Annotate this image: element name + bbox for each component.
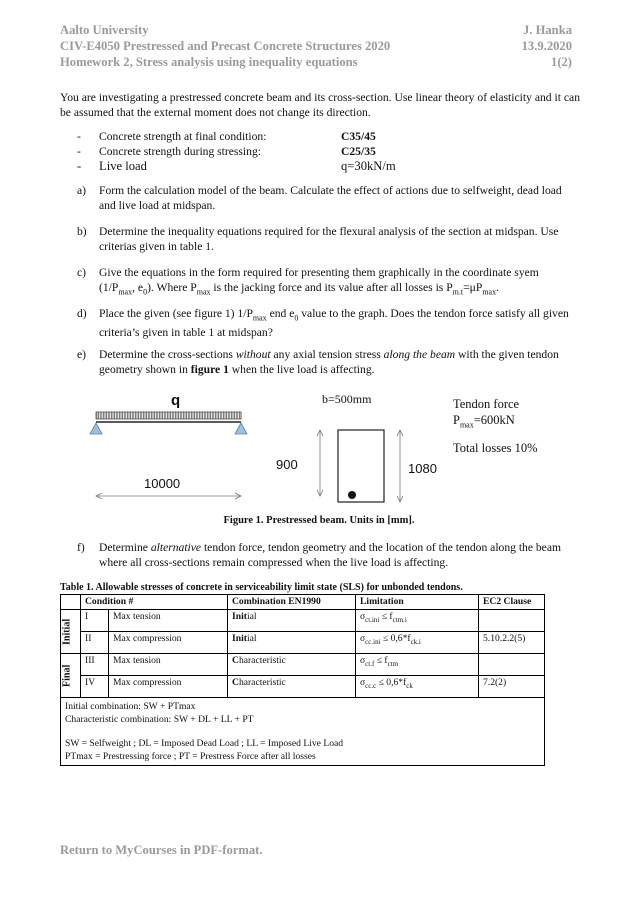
spec-value: C25/35 <box>341 145 376 158</box>
task-label: c) <box>77 266 87 279</box>
spec-live-load <box>77 159 577 175</box>
spec-dash: - <box>77 130 81 143</box>
spec-dash: - <box>77 159 82 173</box>
header-university: Aalto University <box>60 23 149 37</box>
task-label: b) <box>77 225 87 238</box>
sls-table <box>60 594 545 766</box>
task-e <box>77 348 577 377</box>
table-header: Combination EN1990 <box>228 595 356 610</box>
load-label: q <box>171 392 181 409</box>
row-num: II <box>81 632 109 654</box>
losses-label: Total losses 10% <box>453 441 538 455</box>
task-text: Determine the inequality equations required for the flexural analysis of the section at midspan. Use criterias given in table 1. <box>99 225 559 253</box>
row-clause <box>479 654 545 676</box>
row-condition: Max compression <box>109 632 228 654</box>
spec-name: Concrete strength at final condition: <box>99 130 267 143</box>
table-header-row <box>61 595 545 610</box>
header-homework: Homework 2, Stress analysis using inequality equations <box>60 55 358 69</box>
spec-dash: - <box>77 145 81 158</box>
task-text: Place the given (see figure 1) $1/P_{max}$ end $e_0$ value to the graph. Does the tendon force satisfy all given criteria’s given in table 1 at midspan? <box>99 307 569 339</box>
tendon-point <box>348 491 356 499</box>
row-condition: Max tension <box>109 610 228 632</box>
group-final: Final <box>61 654 81 698</box>
task-a <box>77 184 577 213</box>
depth-label: 1080 <box>408 461 437 476</box>
row-limitation: $\sigma_{ct.f} \le f_{ctm}$ <box>356 654 479 676</box>
cross-section-outline <box>338 430 384 502</box>
task-text: Determine the cross-sections without any axial tension stress along the beam with the given tendon geometry shown in figure 1 when the live load is affecting. <box>99 348 559 376</box>
figure-caption: Figure 1. Prestressed beam. Units in [mm]. <box>223 515 415 526</box>
row-clause <box>479 610 545 632</box>
spec-name: Concrete strength during stressing: <box>99 145 261 158</box>
table-header: Limitation <box>356 595 479 610</box>
task-label: e) <box>77 348 87 361</box>
header-author: J. Hanka <box>523 23 572 37</box>
row-condition: Max compression <box>109 676 228 698</box>
row-num: III <box>81 654 109 676</box>
footer-instruction: Return to MyCourses in PDF-format. <box>60 843 263 857</box>
table-notes <box>61 698 545 766</box>
row-clause: 7.2(2) <box>479 676 545 698</box>
table-header-blank <box>61 595 81 610</box>
task-label: a) <box>77 184 87 197</box>
spec-value: C35/45 <box>341 130 376 143</box>
row-clause: 5.10.2.2(5) <box>479 632 545 654</box>
header-page: 1(2) <box>551 55 572 69</box>
table-notes-row <box>61 698 545 766</box>
pmax-label: $P_{max}=600kN$ <box>453 413 515 430</box>
task-c <box>77 266 577 300</box>
header-course: CIV-E4050 Prestressed and Precast Concrete Structures 2020 <box>60 39 391 53</box>
row-num: I <box>81 610 109 632</box>
table-header: EC2 Clause <box>479 595 545 610</box>
header-date: 13.9.2020 <box>521 39 572 53</box>
row-num: IV <box>81 676 109 698</box>
task-b <box>77 225 577 254</box>
note-line: Characteristic combination: SW + DL + LL + PT <box>65 713 254 725</box>
task-d <box>77 307 577 341</box>
tendon-force-label: Tendon force <box>453 397 520 411</box>
row-limitation: $\sigma_{ct.ini} \le f_{ctm.i}$ <box>356 610 479 632</box>
table-row <box>61 632 545 654</box>
note-line: SW = Selfweight ; DL = Imposed Dead Load ; LL = Imposed Live Load <box>65 738 344 749</box>
height-label: 900 <box>276 457 298 472</box>
intro-paragraph: You are investigating a prestressed concrete beam and its cross-section. Use linear theory of elasticity and it can be assumed that the external moment does not change its direction. <box>60 91 580 119</box>
spec-value: q=30kN/m <box>341 159 396 173</box>
row-combination: Characteristic <box>228 676 356 698</box>
task-f <box>77 541 577 570</box>
table-row <box>61 610 545 632</box>
table-row <box>61 676 545 698</box>
spec-stressing-strength <box>77 145 577 160</box>
task-label: d) <box>77 307 87 320</box>
row-limitation: $\sigma_{cc.ini} \le 0,6*f_{ck.i}$ <box>356 632 479 654</box>
row-combination: Characteristic <box>228 654 356 676</box>
task-label: f) <box>77 541 85 554</box>
row-condition: Max tension <box>109 654 228 676</box>
spec-final-strength <box>77 130 577 145</box>
note-line: PTmax = Prestressing force ; PT = Prestress Force after all losses <box>65 750 316 762</box>
table-title: Table 1. Allowable stresses of concrete in serviceability limit state (SLS) for unbonded tendons. <box>60 582 463 593</box>
note-line: Initial combination: SW + PTmax <box>65 701 196 712</box>
support-right <box>235 423 247 434</box>
group-initial: Initial <box>61 610 81 654</box>
width-label: b=500mm <box>322 392 372 406</box>
task-text: Form the calculation model of the beam. Calculate the effect of actions due to selfweight, dead load and live load at midspan. <box>99 184 562 212</box>
table-row <box>61 654 545 676</box>
distributed-load-hatch <box>96 412 241 419</box>
row-limitation: $\sigma_{cc.c} \le 0,6*f_{ck}$ <box>356 676 479 698</box>
table-header: Condition # <box>81 595 228 610</box>
spec-name: Live load <box>99 159 147 173</box>
span-label: 10000 <box>144 476 181 491</box>
task-text: Give the equations in the form required for presenting them graphically in the coordinate syem ($1/P_{max}$, $e_0$). Where $P_{max}$ is the jacking force and its value after all losses is $P_{m.t}=\mu P_{max}$. <box>99 266 539 296</box>
row-combination: Initial <box>228 610 356 632</box>
task-text: Determine alternative tendon force, tendon geometry and the location of the tendon along the beam where all cross-sections remain compressed when the live load is affecting. <box>99 541 561 569</box>
row-combination: Initial <box>228 632 356 654</box>
support-left <box>90 423 102 434</box>
